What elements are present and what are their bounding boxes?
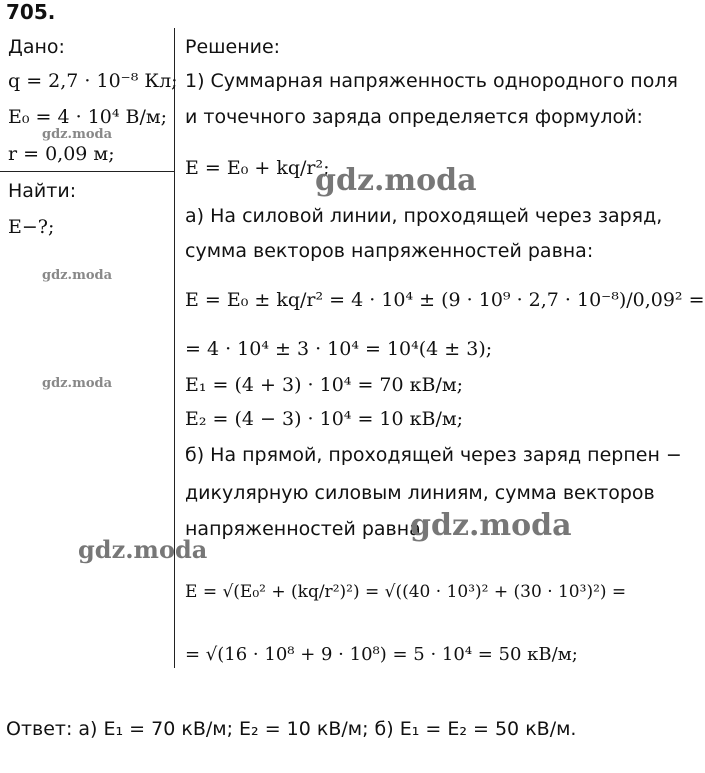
problem-number: 705. bbox=[6, 0, 56, 24]
formula-4: E₁ = (4 + 3) · 10⁴ = 70 кВ/м; bbox=[185, 374, 464, 396]
solution-header: Решение: bbox=[185, 36, 281, 58]
formula-7: = √(16 · 10⁸ + 9 · 10⁸) = 5 · 10⁴ = 50 кВ/м; bbox=[185, 644, 578, 665]
watermark: gdz.moda bbox=[315, 163, 477, 198]
vertical-divider bbox=[174, 28, 175, 668]
given-line-r: r = 0,09 м; bbox=[8, 143, 115, 165]
watermark: gdz.moda bbox=[42, 268, 113, 283]
solution-b-line2: дикулярную силовым линиям, сумма векторов bbox=[185, 482, 655, 504]
formula-5: E₂ = (4 − 3) · 10⁴ = 10 кВ/м; bbox=[185, 408, 464, 430]
given-line-e0: E₀ = 4 · 10⁴ В/м; bbox=[8, 106, 168, 128]
solution-b-line1: б) На прямой, проходящей через заряд перпен − bbox=[185, 444, 682, 466]
watermark: gdz.moda bbox=[410, 508, 572, 543]
watermark: gdz.moda bbox=[42, 376, 113, 391]
solution-a-line1: а) На силовой линии, проходящей через заряд, bbox=[185, 205, 663, 227]
solution-b-line3: напряженностей равна: bbox=[185, 518, 428, 540]
given-line-q: q = 2,7 · 10⁻⁸ Кл; bbox=[8, 70, 178, 92]
horizontal-divider bbox=[0, 171, 175, 172]
watermark: gdz.moda bbox=[78, 535, 208, 564]
solution-p1-line1: 1) Суммарная напряженность однородного поля bbox=[185, 70, 678, 92]
find-line: E−?; bbox=[8, 216, 55, 238]
formula-3: = 4 · 10⁴ ± 3 · 10⁴ = 10⁴(4 ± 3); bbox=[185, 338, 493, 360]
formula-2: E = E₀ ± kq/r² = 4 · 10⁴ ± (9 · 10⁹ · 2,7 · 10⁻⁸)/0,09² = bbox=[185, 289, 705, 311]
solution-a-line2: сумма векторов напряженностей равна: bbox=[185, 240, 594, 262]
answer-line: Ответ: а) E₁ = 70 кВ/м; E₂ = 10 кВ/м; б) E₁ = E₂ = 50 кВ/м. bbox=[6, 718, 577, 740]
solution-p1-line2: и точечного заряда определяется формулой: bbox=[185, 106, 643, 128]
find-header: Найти: bbox=[8, 180, 77, 202]
given-header: Дано: bbox=[8, 36, 65, 58]
formula-1: E = E₀ + kq/r²; bbox=[185, 157, 330, 179]
watermark: gdz.moda bbox=[42, 127, 113, 142]
formula-6: E = √(E₀² + (kq/r²)²) = √((40 · 10³)² + (30 · 10³)²) = bbox=[185, 582, 627, 602]
